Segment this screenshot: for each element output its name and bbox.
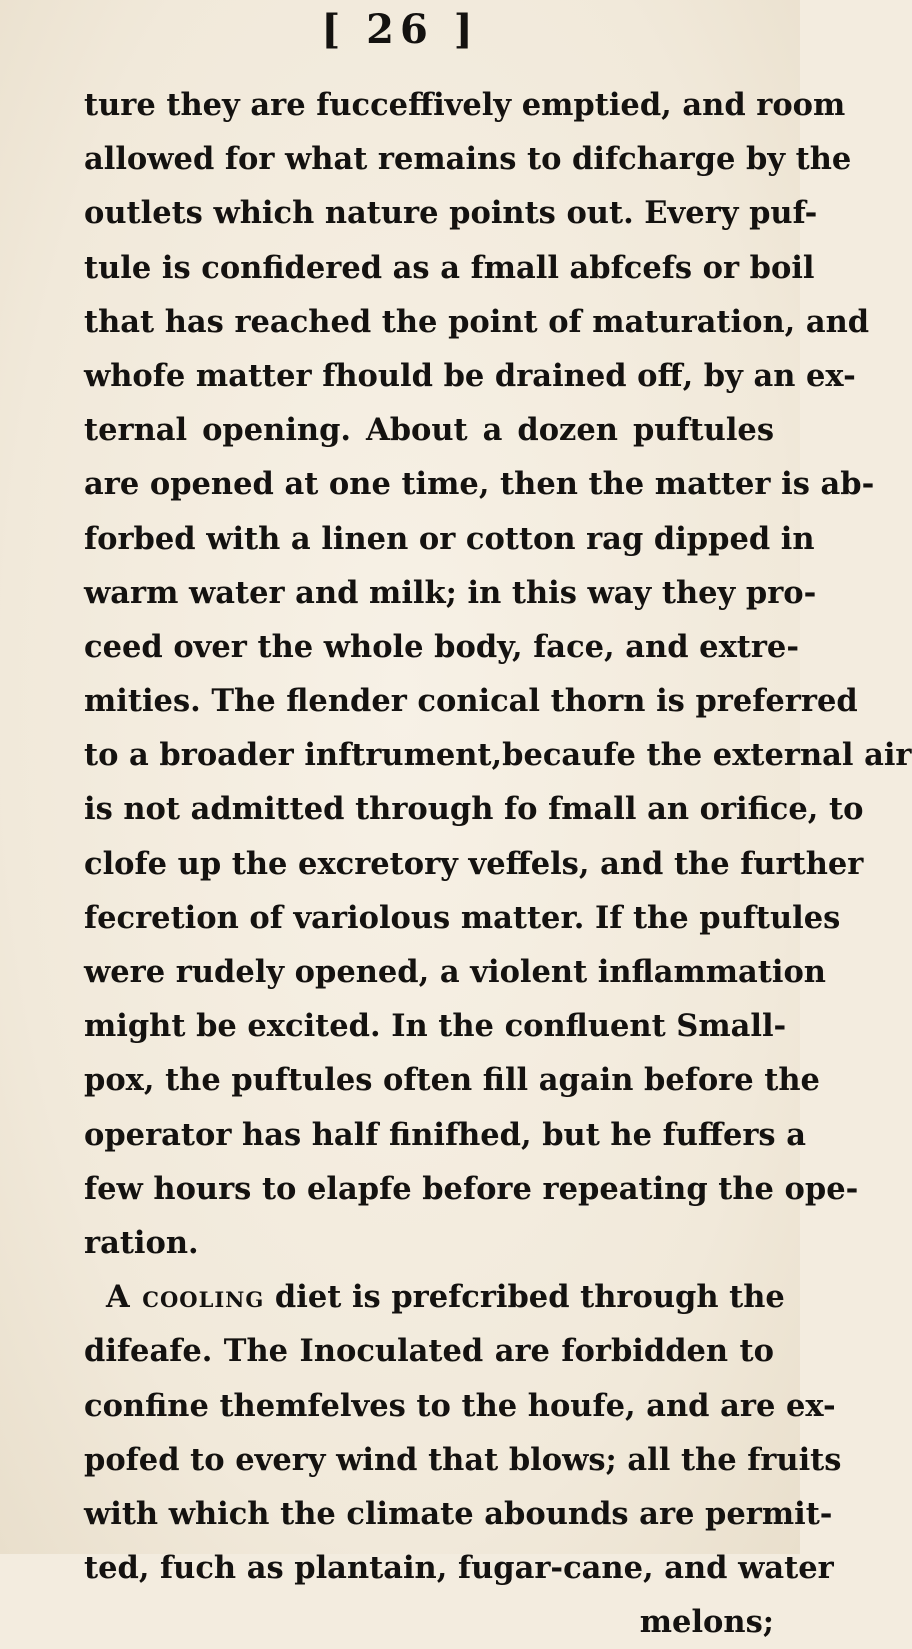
text-line: few hours to elapfe before repeating the ope- xyxy=(84,1170,859,1207)
text-line: to a broader inftrument,becaufe the external air xyxy=(84,737,912,774)
text-line: ration. xyxy=(84,1224,199,1261)
text-line: pox, the puftules often fill again before the xyxy=(84,1062,820,1099)
text-line: difeafe. The Inoculated are forbidden to xyxy=(84,1333,774,1370)
text-line: clofe up the excretory veffels, and the further xyxy=(84,845,864,882)
body-text xyxy=(84,78,912,1649)
text-line: ceed over the whole body, face, and extre- xyxy=(84,628,799,665)
paragraph-start-line xyxy=(84,1270,785,1324)
text-line: ted, fuch as plantain, fugar-cane, and water xyxy=(84,1550,834,1587)
text-line: might be excited. In the confluent Small- xyxy=(84,1008,787,1045)
text-line: whofe matter fhould be drained off, by an ex- xyxy=(84,357,856,394)
text-line: that has reached the point of maturation, and xyxy=(84,303,870,340)
text-line: allowed for what remains to difcharge by the xyxy=(84,141,852,178)
catchword: melons; xyxy=(639,1604,774,1641)
text-line: were rudely opened, a violent inflammation xyxy=(84,954,826,990)
page-number: [ 26 ] xyxy=(321,6,479,53)
text-line: warm water and milk; in this way they pro- xyxy=(84,574,817,611)
text-line: ternal opening. About a dozen puftules xyxy=(84,412,774,449)
text-line: fecretion of variolous matter. If the puftules xyxy=(84,899,841,936)
text-line: pofed to every wind that blows; all the fruits xyxy=(84,1441,842,1478)
text-line: mities. The flender conical thorn is preferred xyxy=(84,683,858,720)
text-line: ture they are fucceffively emptied, and room xyxy=(84,87,846,123)
line-rest: diet is prefcribed through the xyxy=(264,1279,785,1316)
text-line: outlets which nature points out. Every puf- xyxy=(84,195,818,232)
text-line: are opened at one time, then the matter is ab- xyxy=(84,466,875,503)
text-line: forbed with a linen or cotton rag dipped in xyxy=(84,520,815,557)
text-line: is not admitted through fo fmall an orifice, to xyxy=(84,791,864,828)
text-line: tule is confidered as a fmall abfcefs or boil xyxy=(84,249,815,286)
text-line: operator has half finifhed, but he fuffers a xyxy=(84,1116,806,1153)
text-line: with which the climate abounds are permit- xyxy=(84,1495,833,1532)
text-line: confine themfelves to the houfe, and are ex- xyxy=(84,1387,836,1424)
small-caps-lead: A cooling xyxy=(106,1279,265,1316)
